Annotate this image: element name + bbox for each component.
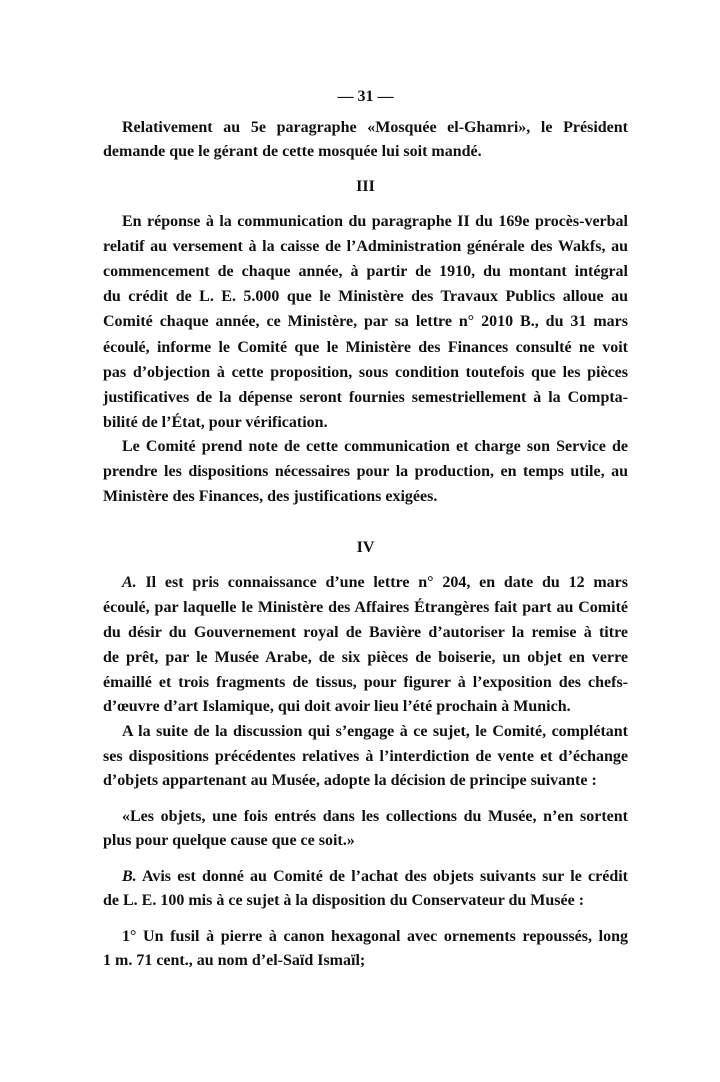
text-line — [103, 623, 628, 643]
line-text: commencement de chaque année, à partir de 1910, du montant intégral — [103, 263, 628, 280]
line-text: Ministère des Finances, des justifications exigées. — [103, 488, 438, 505]
line-text: 1 m. 71 cent., au nom d’el-Saïd Ismaïl; — [103, 952, 366, 969]
line-text: d’œuvre d’art Islamique, qui doit avoir lieu l’été prochain à Munich. — [103, 698, 571, 715]
text-line — [103, 891, 628, 911]
line-text: En réponse à la communication du paragraphe II du 169e procès-verbal — [122, 213, 628, 230]
text-line — [103, 747, 628, 767]
line-text: pas d’objection à cette proposition, sous condition toutefois que les pièces — [103, 364, 628, 381]
line-text: prendre les dispositions nécessaires pour la production, en temps utile, au — [103, 463, 628, 480]
text-line — [122, 437, 628, 457]
line-text: d’objets appartenant au Musée, adopte la décision de principe suivante : — [103, 772, 597, 789]
line-text: «Les objets, une fois entrés dans les collections du Musée, n’en sortent — [122, 808, 628, 825]
line-text: du crédit de L. E. 5.000 que le Ministère des Travaux Publics alloue au — [103, 288, 628, 305]
text-line — [103, 363, 628, 383]
text-line — [122, 722, 628, 742]
text-line — [103, 142, 628, 162]
section-heading-iv: IV — [356, 539, 375, 556]
line-text: émaillé et trois fragments de tissus, pour figurer à l’exposition des chefs- — [103, 674, 628, 691]
text-line — [103, 388, 628, 408]
paragraph-label: B. — [122, 868, 137, 885]
text-line — [103, 951, 628, 971]
text-line — [103, 287, 628, 307]
line-text: relatif au versement à la caisse de l’Administration générale des Wakfs, au — [103, 238, 628, 255]
line-text: Le Comité prend note de cette communication et charge son Service de — [122, 438, 628, 455]
text-line — [103, 312, 628, 332]
text-line — [103, 413, 628, 433]
text-line — [103, 697, 628, 717]
text-line — [103, 673, 628, 693]
line-text: du désir du Gouvernement royal de Bavière d’autoriser la remise à titre — [103, 624, 628, 641]
line-text: Il est pris connaissance d’une lettre n° 204, en date du 12 mars — [136, 574, 628, 591]
text-line — [103, 831, 628, 851]
line-text: justificatives de la dépense seront fournies semestriellement à la Compta- — [103, 389, 628, 406]
text-line — [103, 262, 628, 282]
text-line — [122, 867, 628, 887]
line-text: de prêt, par le Musée Arabe, de six pièces de boiserie, un objet en verre — [103, 649, 628, 666]
text-line — [103, 237, 628, 257]
text-line — [103, 648, 628, 668]
line-text: 1° Un fusil à pierre à canon hexagonal avec ornements repoussés, long — [122, 928, 628, 945]
text-line — [103, 462, 628, 482]
text-line — [122, 212, 628, 232]
text-line — [122, 573, 628, 593]
line-text: demande que le gérant de cette mosquée lui soit mandé. — [103, 143, 482, 160]
text-line — [103, 338, 628, 358]
text-line — [103, 598, 628, 618]
line-text: écoulé, par laquelle le Ministère des Affaires Étrangères fait part au Comité — [103, 599, 628, 616]
text-line — [122, 807, 628, 827]
line-text: bilité de l’État, pour vérification. — [103, 414, 328, 431]
paragraph-label: A. — [122, 574, 137, 591]
line-text: Relativement au 5e paragraphe «Mosquée el-Ghamri», le Président — [122, 119, 628, 136]
text-line — [103, 771, 628, 791]
page-number: — 31 — — [337, 88, 394, 105]
text-line — [103, 487, 628, 507]
text-line — [122, 118, 628, 138]
text-line — [122, 927, 628, 947]
line-text: A la suite de la discussion qui s’engage à ce sujet, le Comité, complétant — [122, 723, 628, 740]
line-text: de L. E. 100 mis à ce sujet à la disposition du Conservateur du Musée : — [103, 892, 585, 909]
line-text: ses dispositions précédentes relatives à l’interdiction de vente et d’échange — [103, 748, 628, 765]
line-text: Comité chaque année, ce Ministère, par sa lettre n° 2010 B., du 31 mars — [103, 313, 628, 330]
line-text: plus pour quelque cause que ce soit.» — [103, 832, 355, 849]
line-text: Avis est donné au Comité de l’achat des objets suivants sur le crédit — [136, 868, 628, 885]
section-heading-iii: III — [356, 178, 375, 195]
line-text: écoulé, informe le Comité que le Ministère des Finances consulté ne voit — [103, 339, 628, 356]
